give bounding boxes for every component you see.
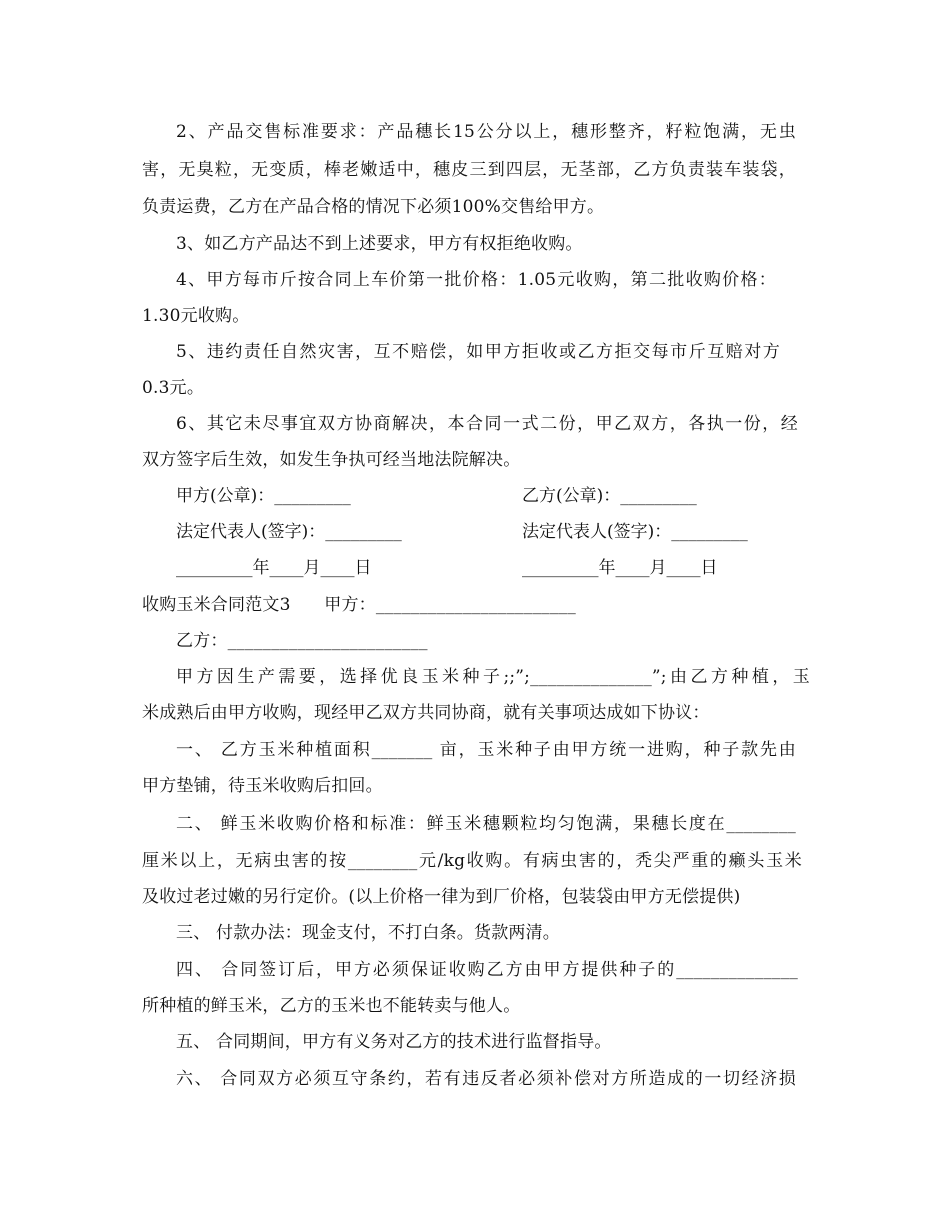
paragraph-line: 害，无臭粒，无变质，棒老嫩适中，穗皮三到四层，无茎部，乙方负责装车装袋， [142,160,796,180]
paragraph-line: 甲方因生产需要，选择优良玉米种子;;”;______________”;由乙方种植，玉 [176,667,810,687]
paragraph-line: 一、 乙方玉米种植面积_______ 亩，玉米种子由甲方统一进购，种子款先由 [176,740,796,760]
paragraph-line: 甲方垫铺，待玉米收购后扣回。 [142,776,383,796]
party-a-representative-line: 法定代表人(签字)：_________ [176,522,402,542]
paragraph-line: 四、 合同签订后，甲方必须保证收购乙方由甲方提供种子的______________ [176,960,798,980]
paragraph-line: 米成熟后由甲方收购，现经甲乙双方共同协商，就有关事项达成如下协议： [142,703,710,723]
paragraph-line: 2、产品交售标准要求：产品穗长15公分以上，穗形整齐，籽粒饱满，无虫 [176,122,796,142]
paragraph-line: 0.3元。 [142,378,205,398]
paragraph-line: 6、其它未尽事宜双方协商解决，本合同一式二份，甲乙双方，各执一份，经 [176,414,798,434]
paragraph-line: 厘米以上，无病虫害的按________元/kg收购。有病虫害的，秃尖严重的癞头玉米 [142,851,802,871]
paragraph-line: 五、 合同期间，甲方有义务对乙方的技术进行监督指导。 [176,1032,612,1052]
paragraph-line: 乙方：_______________________ [176,631,428,651]
section-heading: 收购玉米合同范文3 甲方：_______________________ [142,595,576,615]
paragraph-line: 六、 合同双方必须互守条约，若有违反者必须补偿对方所造成的一切经济损 [176,1069,796,1089]
paragraph-line: 1.30元收购。 [142,306,250,326]
paragraph-line: 所种植的鲜玉米，乙方的玉米也不能转卖与他人。 [142,996,521,1016]
paragraph-line: 负责运费，乙方在产品合格的情况下必须100%交售给甲方。 [142,197,605,217]
paragraph-line: 及收过老过嫩的另行定价。(以上价格一律为到厂价格，包装袋由甲方无偿提供) [142,887,741,907]
party-a-seal-line: 甲方(公章)：_________ [176,486,351,506]
paragraph-line: 3、如乙方产品达不到上述要求，甲方有权拒绝收购。 [176,234,583,254]
party-b-seal-line: 乙方(公章)：_________ [522,486,697,506]
paragraph-line: 三、 付款办法：现金支付，不打白条。货款两清。 [176,923,561,943]
party-b-date-line: _________年____月____日 [522,558,718,578]
paragraph-line: 双方签字后生效，如发生争执可经当地法院解决。 [142,450,521,470]
paragraph-line: 5、违约责任自然灾害，互不赔偿，如甲方拒收或乙方拒交每市斤互赔对方 [176,342,780,362]
paragraph-line: 二、 鲜玉米收购价格和标准：鲜玉米穗颗粒均匀饱满，果穗长度在________ [176,814,796,834]
party-a-date-line: _________年____月____日 [176,558,372,578]
paragraph-line: 4、甲方每市斤按合同上车价第一批价格：1.05元收购，第二批收购价格： [176,270,776,290]
party-b-representative-line: 法定代表人(签字)：_________ [522,522,748,542]
